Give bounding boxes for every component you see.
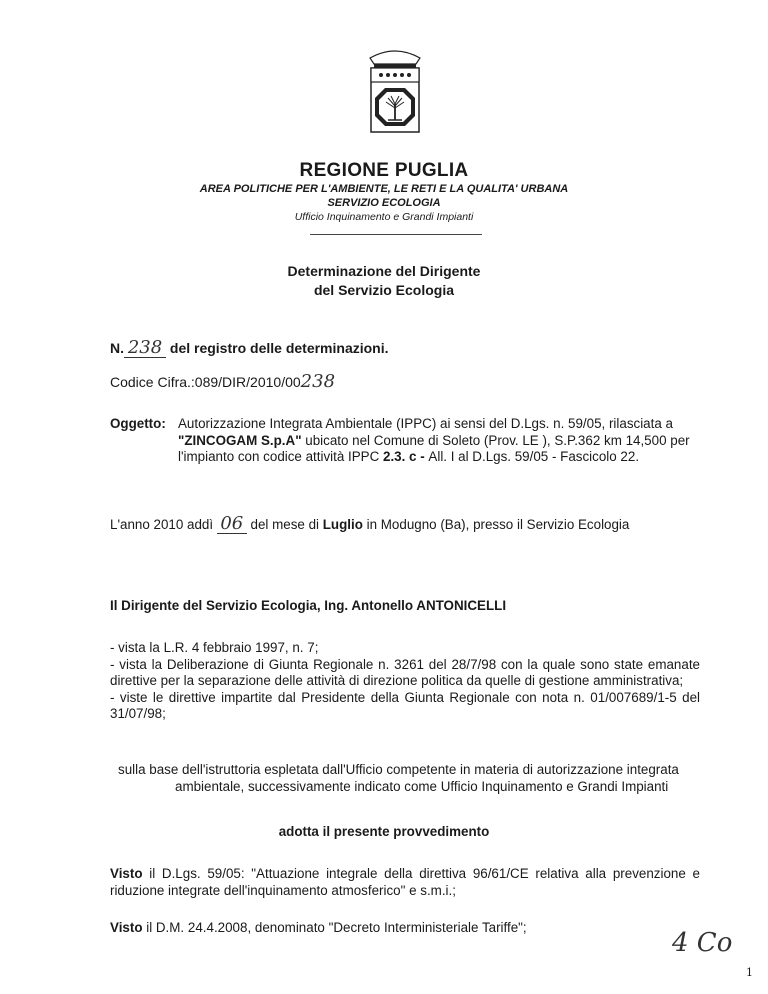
- premise-item: - vista la L.R. 4 febbraio 1997, n. 7;: [110, 640, 319, 655]
- date-line-b: del mese di: [246, 517, 323, 532]
- codice-label: Codice Cifra.:089/DIR/2010/00: [110, 374, 301, 390]
- visto-lead: Visto: [110, 866, 143, 881]
- oggetto-label: Oggetto:: [110, 416, 166, 431]
- oggetto-block: [178, 416, 698, 466]
- codice-handwritten: 238: [300, 371, 336, 392]
- regione-puglia-emblem: [350, 40, 440, 140]
- sulla-base-line2: ambientale, successivamente indicato come Ufficio Inquinamento e Grandi Impianti: [175, 779, 669, 794]
- registro-text: del registro delle determinazioni.: [169, 340, 389, 356]
- visto-lead: Visto: [110, 920, 143, 935]
- registro-prefix: N.: [110, 340, 124, 356]
- emblem-icon: [350, 40, 440, 140]
- premises-block: [110, 640, 700, 723]
- date-day: 06: [217, 516, 247, 534]
- dirigente-line: Il Dirigente del Servizio Ecologia, Ing. Antonello ANTONICELLI: [110, 598, 507, 613]
- header-ufficio: Ufficio Inquinamento e Grandi Impianti: [294, 211, 474, 223]
- oggetto-line3-a: l'impianto con codice attività IPPC: [178, 449, 383, 464]
- premise-item: - vista la Deliberazione di Giunta Regionale n. 3261 del 28/7/98 con la quale sono state emanate direttive per la separazione delle attività di direzione politica da quelle di gestione amministrativa;: [110, 656, 700, 688]
- visto-2: [110, 920, 670, 937]
- page-number: 1: [746, 966, 753, 979]
- visto-text: il D.Lgs. 59/05: "Attuazione integrale della direttiva 96/61/CE relativa alla prevenzione e riduzione integrate dell'inquinamento atmosferico" e s.m.i.;: [110, 866, 700, 898]
- adotta-line: adotta il presente provvedimento: [278, 824, 490, 839]
- handwritten-initials: 4 Co: [672, 928, 733, 958]
- date-line: [110, 513, 630, 534]
- registro-number: 238: [124, 338, 166, 358]
- determination-heading-line2: del Servizio Ecologia: [313, 282, 455, 298]
- premise-item: - viste le direttive impartite dal Presidente della Giunta Regionale con nota n. 01/007689/1-5 del 31/07/98;: [110, 689, 700, 721]
- date-line-a: L'anno 2010 addì: [110, 517, 217, 532]
- visto-text: il D.M. 24.4.2008, denominato "Decreto Interministeriale Tariffe";: [142, 920, 527, 935]
- oggetto-line2: [178, 433, 698, 450]
- header-area: AREA POLITICHE PER L'AMBIENTE, LE RETI E LA QUALITA' URBANA: [199, 183, 569, 195]
- date-month: Luglio: [322, 517, 363, 532]
- oggetto-line1: Autorizzazione Integrata Ambientale (IPPC) ai sensi del D.Lgs. n. 59/05, rilasciata a: [178, 416, 673, 431]
- visto-1: [110, 866, 700, 899]
- header-servizio: SERVIZIO ECOLOGIA: [327, 197, 441, 209]
- oggetto-line3: [178, 449, 698, 466]
- registro-line: [110, 338, 389, 358]
- date-line-c: in Modugno (Ba), presso il Servizio Ecologia: [362, 517, 630, 532]
- codice-line: [110, 371, 336, 392]
- determination-heading-line1: Determinazione del Dirigente: [287, 263, 481, 279]
- oggetto-line3-b: All. I al D.Lgs. 59/05 - Fascicolo 22.: [428, 449, 640, 464]
- oggetto-line3-code: 2.3. c -: [383, 449, 429, 464]
- sulla-base-line1: sulla base dell'istruttoria espletata dall'Ufficio competente in materia di autorizzazione integrata: [118, 762, 679, 777]
- oggetto-company: "ZINCOGAM S.p.A": [178, 432, 302, 448]
- header-divider: [310, 234, 482, 235]
- oggetto-line2-rest: ubicato nel Comune di Soleto (Prov. LE ), S.P.362 km 14,500 per: [301, 432, 690, 448]
- header-title: REGIONE PUGLIA: [299, 160, 469, 181]
